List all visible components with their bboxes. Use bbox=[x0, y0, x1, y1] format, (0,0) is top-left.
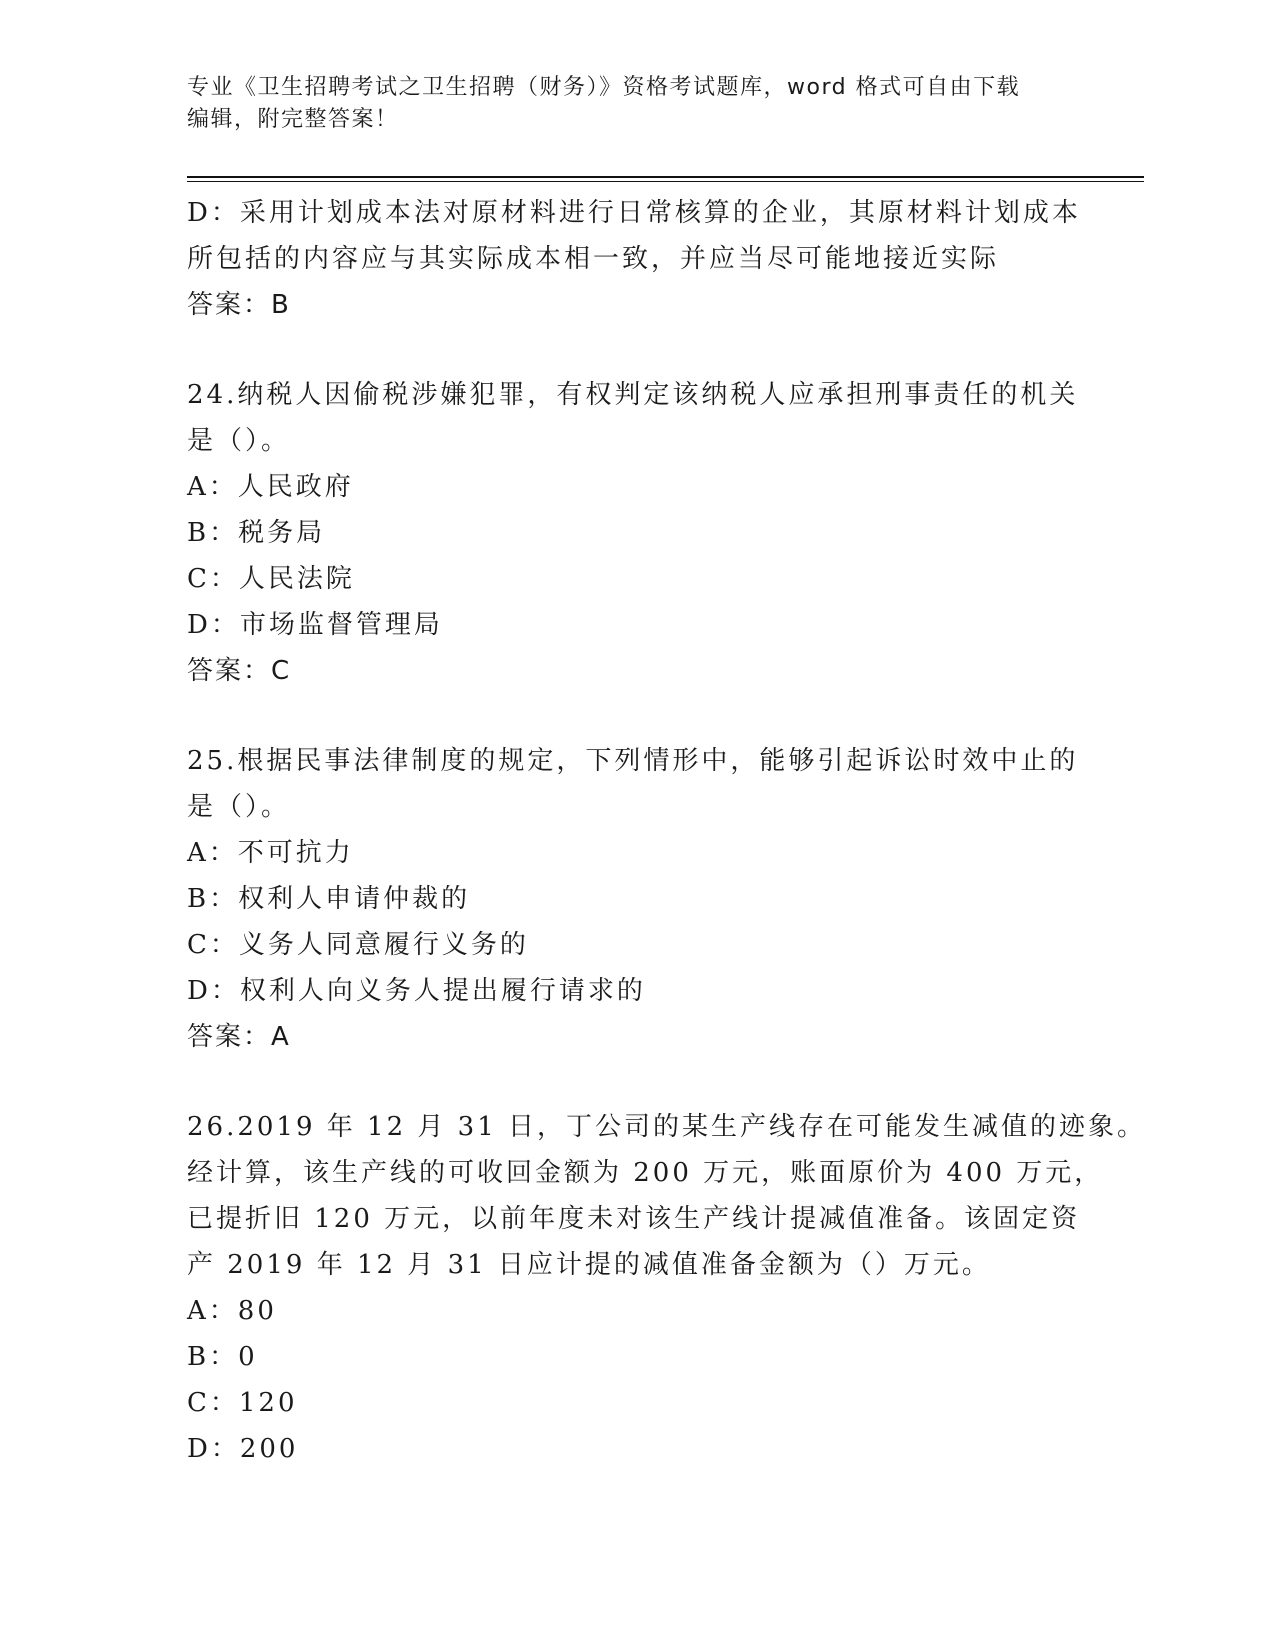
option-d: D：200 bbox=[187, 1434, 299, 1464]
document-header bbox=[187, 72, 1087, 136]
option-b: B：税务局 bbox=[187, 518, 326, 548]
option-d: D：权利人向义务人提出履行请求的 bbox=[187, 976, 646, 1006]
header-line-1: 专业《卫生招聘考试之卫生招聘（财务）》资格考试题库，word 格式可自由下载 bbox=[187, 75, 1021, 100]
question-stem-continued: 是（）。 bbox=[187, 426, 291, 456]
option-c: C：120 bbox=[187, 1388, 298, 1418]
question-stem-continued: 经计算，该生产线的可收回金额为 200 万元，账面原价为 400 万元， bbox=[187, 1158, 1104, 1188]
header-line-2: 编辑，附完整答案！ bbox=[187, 107, 399, 132]
answer-label: 答案：B bbox=[187, 290, 291, 320]
option-b: B：0 bbox=[187, 1342, 258, 1372]
question-list bbox=[187, 190, 1147, 1472]
question-stem-continued: 是（）。 bbox=[187, 792, 291, 822]
option-c: C：义务人同意履行义务的 bbox=[187, 930, 529, 960]
option-a: A：人民政府 bbox=[187, 472, 354, 502]
question-stem-continued: 产 2019 年 12 月 31 日应计提的减值准备金额为（）万元。 bbox=[187, 1250, 991, 1280]
question-stem: 24.纳税人因偷税涉嫌犯罪，有权判定该纳税人应承担刑事责任的机关 bbox=[187, 380, 1079, 410]
question-stem: 26.2019 年 12 月 31 日，丁公司的某生产线存在可能发生减值的迹象。 bbox=[187, 1112, 1147, 1142]
option-c: C：人民法院 bbox=[187, 564, 355, 594]
answer-label: 答案：A bbox=[187, 1022, 291, 1052]
option-a: A：不可抗力 bbox=[187, 838, 354, 868]
option-a: A：80 bbox=[187, 1296, 277, 1326]
option-d: D：市场监督管理局 bbox=[187, 610, 443, 640]
answer-label: 答案：C bbox=[187, 656, 292, 686]
header-divider-thin bbox=[187, 181, 1144, 182]
question-stem-continued: 已提折旧 120 万元，以前年度未对该生产线计提减值准备。该固定资 bbox=[187, 1204, 1081, 1234]
header-divider-thick bbox=[187, 176, 1144, 178]
question-block-26 bbox=[187, 1104, 1147, 1472]
option-d-continued: 所包括的内容应与其实际成本相一致，并应当尽可能地接近实际 bbox=[187, 244, 1000, 274]
question-block-25 bbox=[187, 738, 1087, 1060]
question-block-24 bbox=[187, 372, 1087, 694]
question-block-23 bbox=[187, 190, 1087, 328]
option-b: B：权利人申请仲裁的 bbox=[187, 884, 471, 914]
option-d: D：采用计划成本法对原材料进行日常核算的企业，其原材料计划成本 bbox=[187, 198, 1081, 228]
question-stem: 25.根据民事法律制度的规定，下列情形中，能够引起诉讼时效中止的 bbox=[187, 746, 1079, 776]
